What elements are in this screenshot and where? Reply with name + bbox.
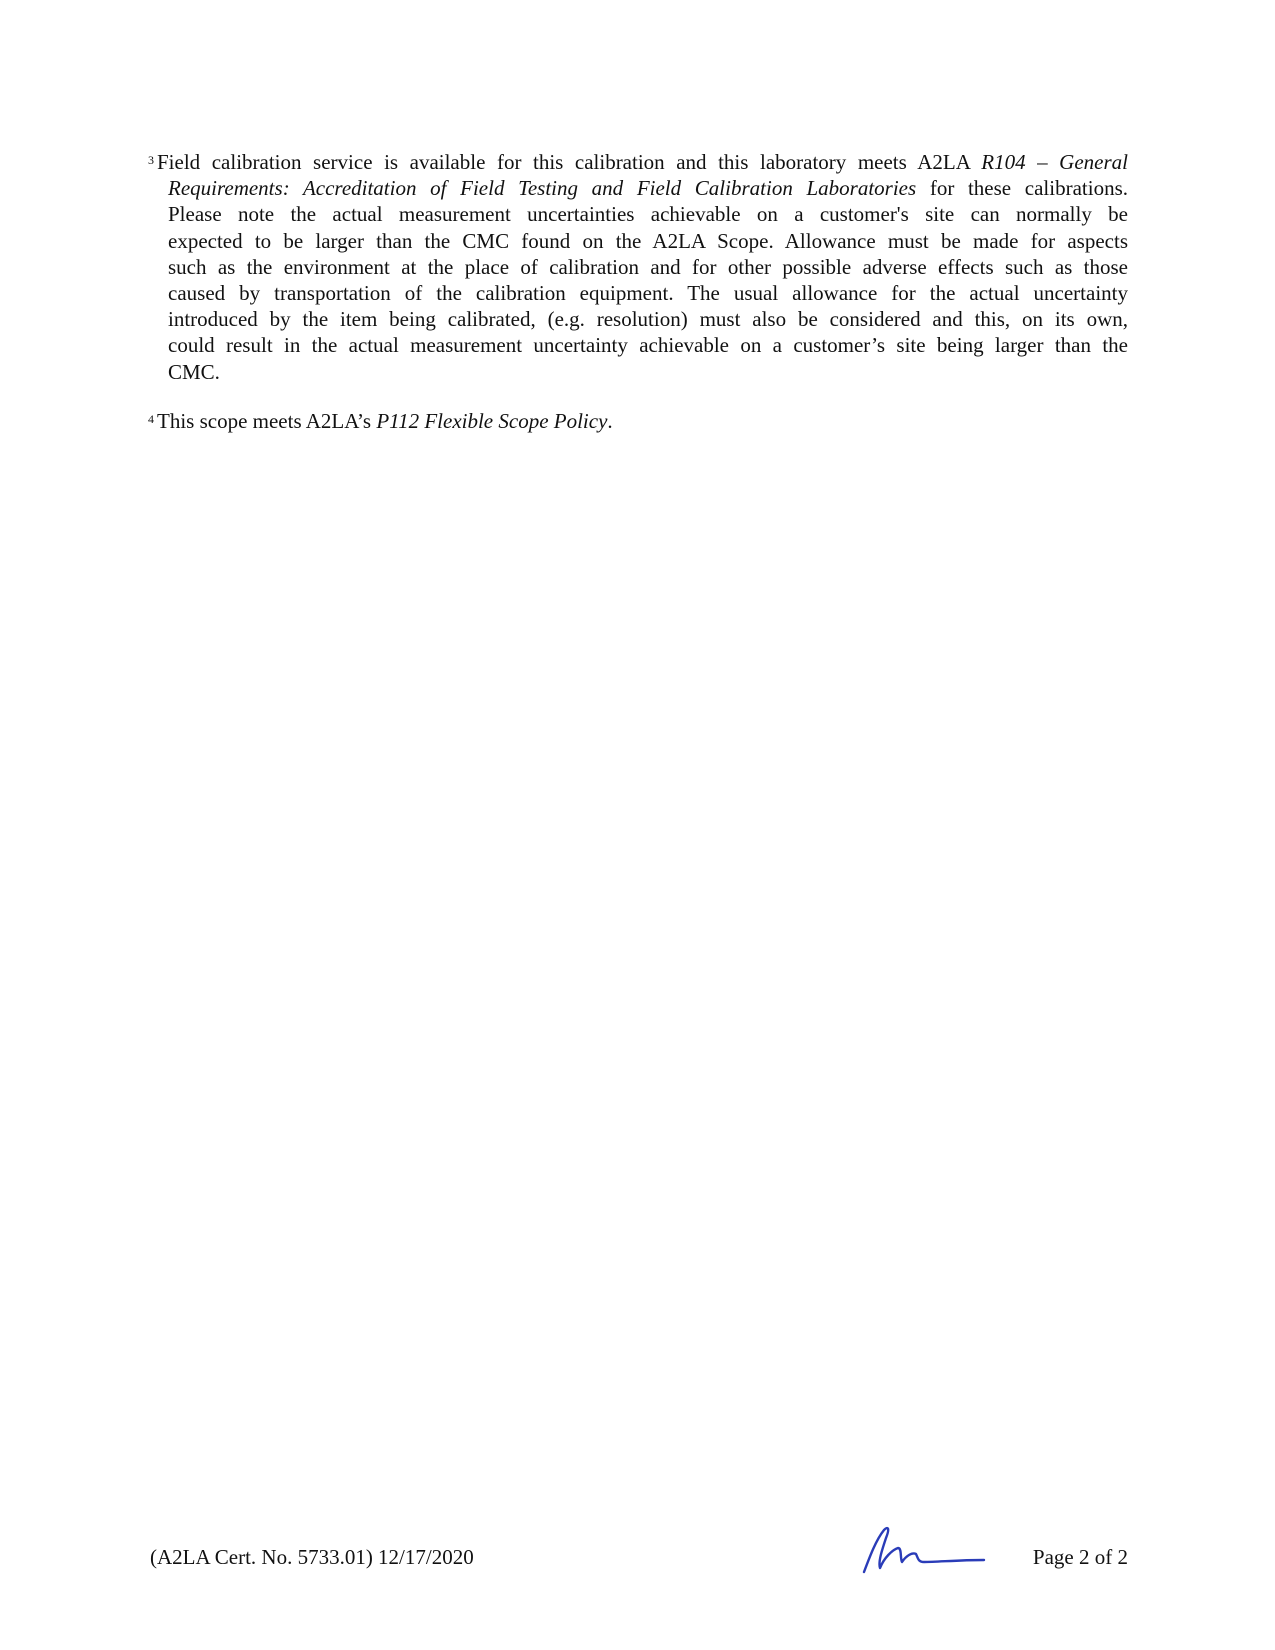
footnote-4 — [148, 408, 1128, 434]
footnote-3 — [148, 149, 1128, 385]
footnote-3-line-1 — [148, 149, 1128, 175]
footnote-3-doc-title-2: Requirements: Accreditation of Field Testing and Field Calibration Laboratories — [168, 176, 917, 201]
certificate-number: (A2LA Cert. No. 5733.01) 12/17/2020 — [150, 1545, 474, 1569]
footnote-4-marker: 4 — [148, 412, 154, 426]
footnote-3-line-2 — [148, 175, 1128, 201]
footnote-3-line-3: Please note the actual measurement uncertainties achievable on a customer's site can normally be — [168, 202, 1128, 227]
signature-icon — [858, 1518, 988, 1576]
footnote-3-line-6: caused by transportation of the calibration equipment. The usual allowance for the actual uncertainty — [168, 281, 1128, 306]
page-number: Page 2 of 2 — [1032, 1545, 1128, 1569]
footnote-4-line — [148, 408, 1128, 434]
page-footer — [150, 1543, 1128, 1583]
footnote-3-line-4: expected to be larger than the CMC found on the A2LA Scope. Allowance must be made for aspects — [168, 228, 1128, 253]
footnote-3-line-8: could result in the actual measurement uncertainty achievable on a customer’s site being larger than the — [168, 333, 1128, 358]
footnote-3-marker: 3 — [148, 153, 154, 167]
footnote-3-line-7: introduced by the item being calibrated, (e.g. resolution) must also be considered and this, on its own, — [168, 307, 1128, 332]
footnote-4-text-b: . — [607, 409, 613, 433]
footnote-3-text-1a: Field calibration service is available for this calibration and this laboratory meets A2LA — [157, 150, 982, 174]
footnote-4-policy-title: P112 Flexible Scope Policy — [376, 409, 608, 433]
footnote-4-text-a: This scope meets A2LA’s — [157, 409, 377, 433]
footnote-3-doc-title-1: R104 – General — [981, 150, 1128, 174]
footnote-3-text-2b: for these calibrations. — [916, 176, 1128, 201]
footnote-3-line-5: such as the environment at the place of calibration and for other possible adverse effects such as those — [168, 254, 1128, 279]
footnote-3-line-9: CMC. — [168, 359, 220, 384]
